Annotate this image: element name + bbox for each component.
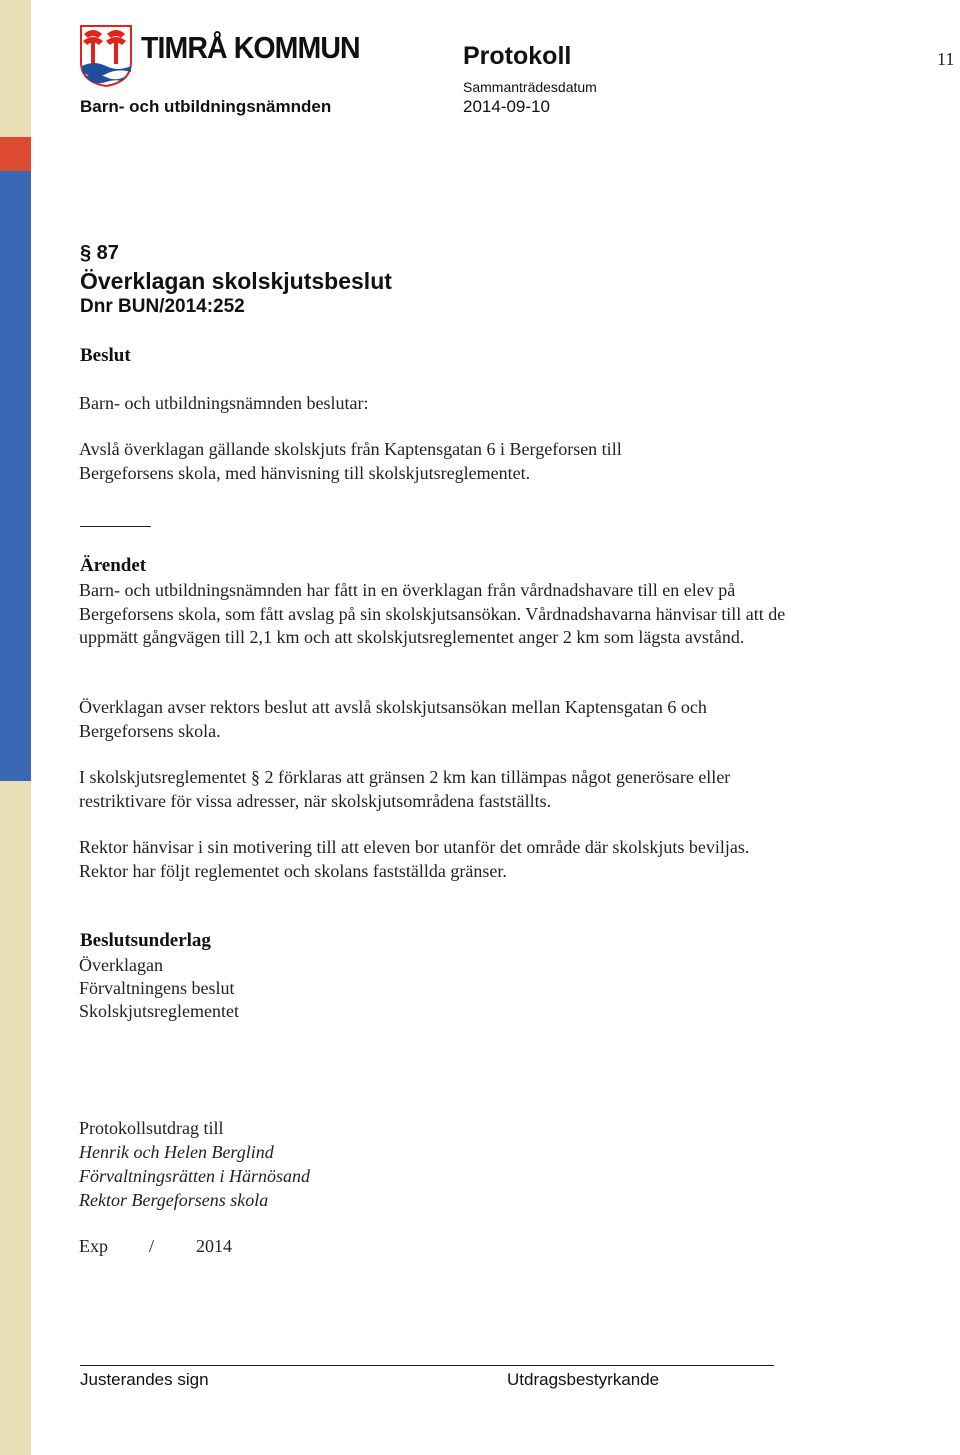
exp-label: Exp [79, 1236, 108, 1256]
matter-heading: Ärendet [80, 555, 147, 576]
distribution-recipient: Rektor Bergeforsens skola [79, 1190, 269, 1210]
matter-paragraph: Barn- och utbildningsnämnden har fått in en överklagan från vårdnadshavare till en elev på Bergeforsens skola, som fått avslag på sin skolskjutsansökan. Vårdnadshavarna hänvisar till att de uppmätt gångvägen till 2,1 km och att skolskjutsreglementet anger 2 km som lägsta avstånd. [79, 580, 786, 647]
separator-rule [80, 526, 151, 527]
margin-bar-beige-top [0, 0, 31, 137]
meeting-date-label: Sammanträdesdatum [463, 79, 597, 95]
basis-item: Skolskjutsreglementet [79, 1001, 239, 1021]
decision-heading: Beslut [80, 345, 131, 366]
matter-paragraph: I skolskjutsreglementet § 2 förklaras att gränsen 2 km kan tillämpas något generösare eller restriktivare för vissa adresser, när skolskjutsområdena fastställts. [79, 767, 731, 811]
document-title: Protokoll [463, 42, 572, 70]
organization-name: TIMRÅ KOMMUN [141, 30, 360, 65]
distribution-recipient: Henrik och Helen Berglind [79, 1142, 274, 1162]
adjuster-sign-label: Justerandes sign [80, 1370, 209, 1389]
meeting-date: 2014-09-10 [463, 97, 550, 116]
page-number: 11 [937, 49, 955, 69]
board-name: Barn- och utbildningsnämnden [80, 97, 332, 116]
margin-bar-red [0, 137, 31, 171]
matter-paragraph: Rektor hänvisar i sin motivering till att eleven bor utanför det område där skolskjuts beviljas. Rektor har följt reglementet och skolans fastställda gränser. [79, 837, 750, 881]
paragraph-number: § 87 [80, 242, 119, 264]
basis-item: Överklagan [79, 955, 163, 975]
decision-text: Avslå överklagan gällande skolskjuts från Kaptensgatan 6 i Bergeforsen till Bergeforsens skola, med hänvisning till skolskjutsreglementet. [79, 439, 622, 483]
margin-bar-blue [0, 171, 31, 781]
signature-rule [80, 1365, 774, 1366]
exp-separator: / [149, 1236, 155, 1256]
distribution-recipient: Förvaltningsrätten i Härnösand [79, 1166, 311, 1186]
matter-paragraph: Överklagan avser rektors beslut att avslå skolskjutsansökan mellan Kaptensgatan 6 och Bergeforsens skola. [79, 697, 707, 741]
decision-intro: Barn- och utbildningsnämnden beslutar: [79, 393, 369, 413]
distribution-heading: Protokollsutdrag till [79, 1118, 224, 1138]
basis-heading: Beslutsunderlag [80, 930, 211, 951]
timra-coat-of-arms-icon [78, 24, 134, 88]
reference-number: Dnr BUN/2014:252 [80, 296, 245, 317]
section-title: Överklagan skolskjutsbeslut [80, 268, 392, 294]
basis-item: Förvaltningens beslut [79, 978, 235, 998]
extract-certification-label: Utdragsbestyrkande [507, 1370, 660, 1389]
exp-year: 2014 [196, 1236, 232, 1256]
margin-bar-beige-bottom [0, 781, 31, 1455]
